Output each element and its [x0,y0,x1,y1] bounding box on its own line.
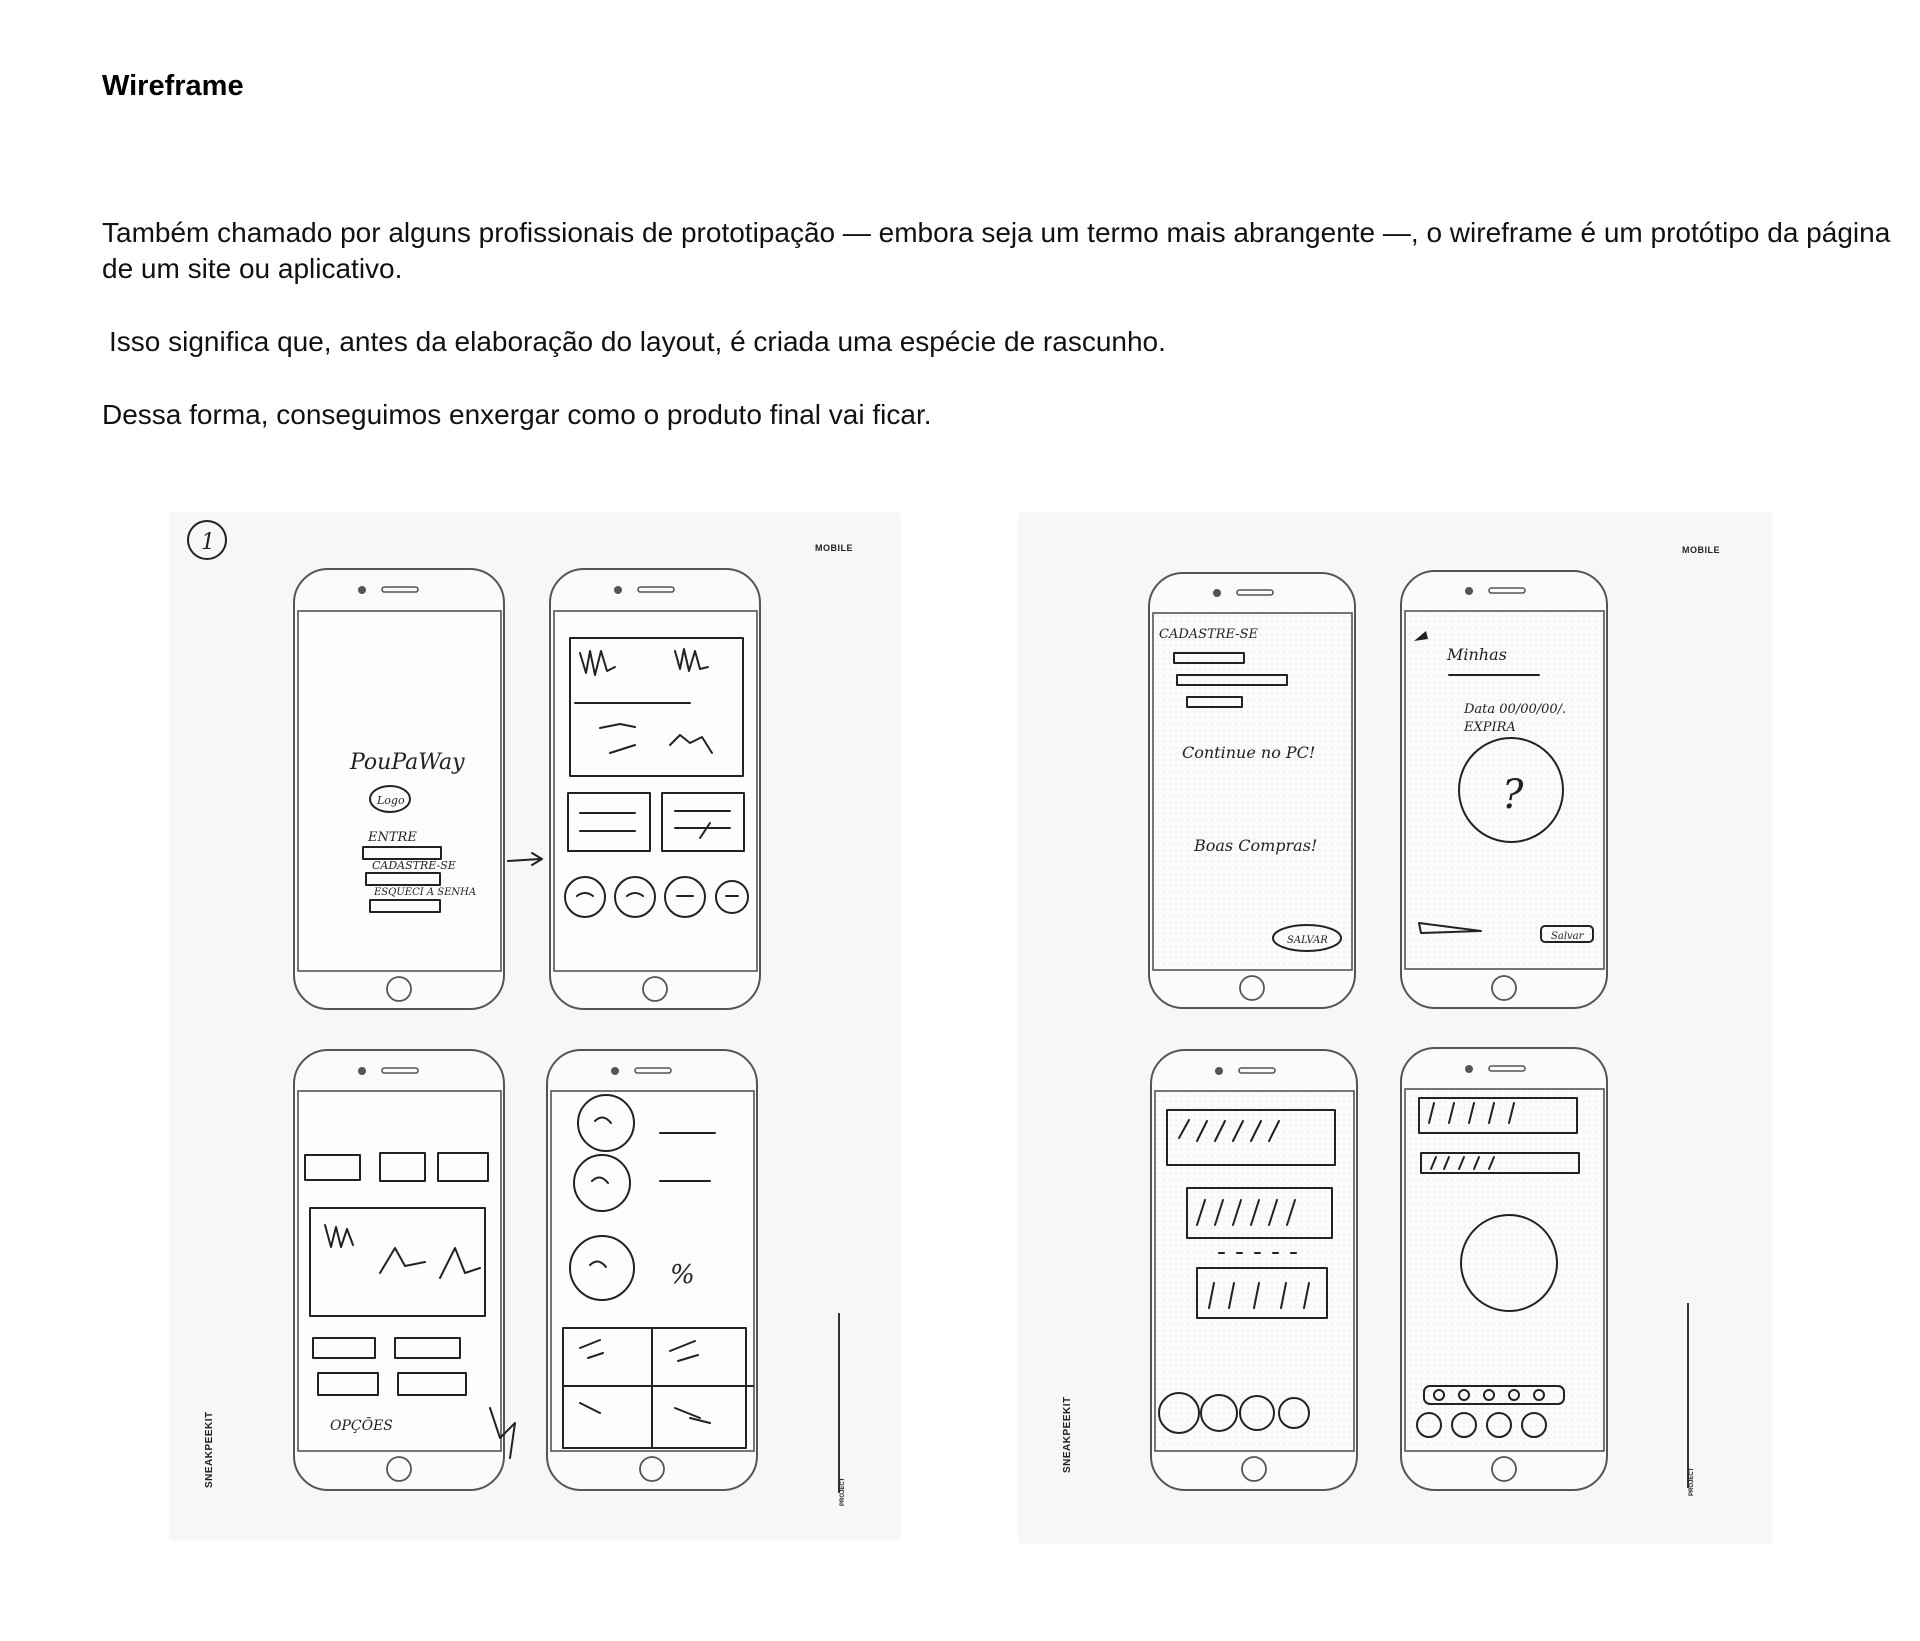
good-shopping-label: Boas Compras! [1194,836,1318,855]
phone-detail [1401,1048,1607,1490]
phone-home [550,569,760,1009]
paragraph-definition: Também chamado por alguns profissionais de prototipação — embora seja um termo mais abrangente —, o wireframe é um protótipo da página de um site ou aplicativo. [102,217,1891,284]
sheet-2-drawing [1019,513,1771,1543]
question-mark: ? [1502,772,1524,818]
project-line [1687,1303,1689,1488]
date-label: Data 00/00/00/. [1464,702,1567,717]
phone-signup [1149,573,1355,1008]
phone-my-items [1401,571,1607,1008]
sheet-1-drawing [170,513,900,1540]
mobile-label: MOBILE [1682,545,1720,555]
paragraph-result: Dessa forma, conseguimos enxergar como o produto final vai ficar. [102,399,932,430]
project-label: PROJECT [1689,1467,1695,1496]
paragraph-meaning: Isso significa que, antes da elaboração do layout, é criada uma espécie de rascunho. [109,326,1166,357]
continue-label: Continue no PC! [1182,743,1316,762]
brand-label: SNEAKPEEKIT [1062,1396,1073,1473]
project-label: PROJECT [840,1477,846,1506]
svg-text:%: % [670,1260,695,1290]
brand-label: SNEAKPEEKIT [204,1411,215,1488]
phone-stats [547,1050,757,1490]
logo-label: Logo [377,794,405,807]
intro-text [102,215,1892,433]
app-name: PouPaWay [350,750,465,775]
wireframe-sketch-sheet-1 [170,513,900,1540]
mine-label: Minhas [1447,645,1507,664]
expires-label: EXPIRA [1464,720,1516,735]
login-label: ENTRE [368,830,417,845]
phone-list [1151,1050,1357,1490]
save-sketch: Salvar [1551,931,1584,942]
phone-login [294,569,542,1009]
mobile-label: MOBILE [815,543,853,553]
forgot-label: ESQUECI A SENHA [374,887,477,898]
project-line [838,1313,840,1493]
signup-title: CADASTRE-SE [1159,627,1259,642]
page-number: 1 [201,530,215,555]
exit-button-sketch: SALVAR [1287,935,1328,946]
signup-label: CADASTRE-SE [372,859,456,872]
options-label: OPÇÕES [330,1418,393,1434]
phone-dashboard [294,1050,515,1490]
wireframe-sketch-sheet-2 [1019,513,1771,1543]
page-title: Wireframe [102,70,244,102]
